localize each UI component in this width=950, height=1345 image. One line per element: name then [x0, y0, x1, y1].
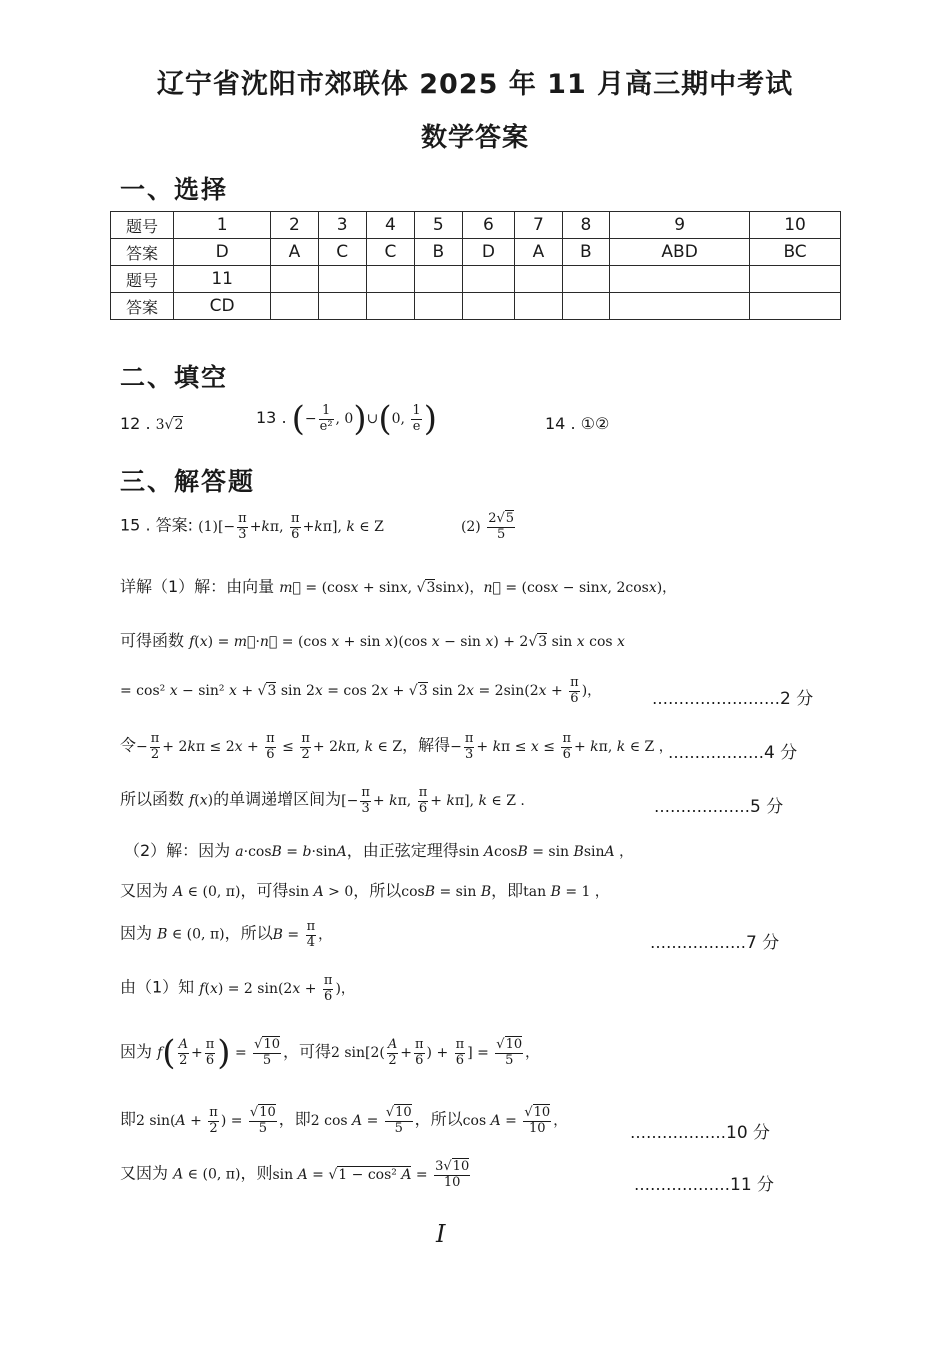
page-number: I	[436, 1220, 446, 1248]
document-title: 辽宁省沈阳市郊联体 2025 年 11 月高三期中考试	[156, 69, 794, 100]
table-cell	[515, 293, 562, 320]
table-cell: ABD	[610, 239, 750, 266]
table-cell	[366, 266, 414, 293]
table-row	[111, 239, 841, 266]
solution-line-cosA: 即2 sin(A + $\frac{\pi}{2}$ ) = $\frac{√10}{5}$ ，即2 cos A = $\frac{√10}{5}$ ，所以cos A = $\frac{√10}{10}$ ，	[120, 1105, 568, 1136]
solution-line-part2: （2）解：因为 a·cosB = b·sinA，由正弦定理得sin AcosB = sin BsinA ，	[124, 841, 634, 860]
table-cell: CD	[174, 293, 271, 320]
answer-13: 13 . (− $\frac{1}{\text{e²}}$ , 0)∪(0, $\frac{1}{e}$ )	[256, 399, 437, 439]
table-cell	[462, 266, 515, 293]
solution-line-sinA: 又因为 A ∈ (0, π)，则sin A = √1 − cos² A = $\frac{3√10}{10}$	[120, 1159, 470, 1190]
table-cell	[415, 293, 462, 320]
table-cell: D	[462, 239, 515, 266]
table-cell: A	[515, 239, 562, 266]
table-cell	[318, 266, 366, 293]
solution-line-recall: 由（1）知 f(x) = 2 sin(2x + $\frac{\pi}{6}$ )，	[120, 973, 355, 1004]
table-cell	[415, 266, 462, 293]
table-cell	[462, 293, 515, 320]
table-cell	[366, 293, 414, 320]
table-cell: 8	[562, 212, 609, 239]
table-cell: C	[366, 239, 414, 266]
score-marker: ………………5 分	[654, 797, 784, 817]
row-label: 答案	[111, 239, 174, 266]
table-cell	[515, 266, 562, 293]
table-cell: D	[174, 239, 271, 266]
table-cell: B	[415, 239, 462, 266]
row-label: 题号	[111, 266, 174, 293]
table-cell: 11	[174, 266, 271, 293]
table-cell	[750, 293, 841, 320]
table-cell	[318, 293, 366, 320]
solution-line-fvalue: 因为 f( $\frac{A}{2}$ + $\frac{\pi}{6}$ ) = $\frac{√10}{5}$ ，可得2 sin[2( $\frac{A}{2}$ + $\frac{\pi}{6}$ ) + $\frac{\pi}{6}$ ] = $\frac{√10}{5}$ ，	[120, 1033, 540, 1073]
solution-line-function: 可得函数 f(x) = m⃗·n⃗ = (cos x + sin x)(cos x − sin x) + 2√3 sin x cos x	[120, 631, 625, 650]
table-cell: A	[271, 239, 318, 266]
document-subtitle: 数学答案	[420, 123, 529, 153]
solution-line-B: 因为 B ∈ (0, π)，所以B = $\frac{\pi}{4}$ ，	[120, 919, 333, 950]
table-row	[111, 212, 841, 239]
solution-line-interval: 令− $\frac{\pi}{2}$ + 2kπ ≤ 2x + $\frac{\pi}{6}$ ≤ $\frac{\pi}{2}$ + 2kπ, k ∈ Z，解得− $\frac{\pi}{3}$ + kπ ≤ x ≤ $\frac{\pi}{6}$ + kπ, k ∈ Z ，	[120, 731, 673, 762]
table-cell: B	[562, 239, 609, 266]
table-cell	[750, 266, 841, 293]
answer-12: 12 . 3√2	[120, 414, 184, 433]
table-cell: 1	[174, 212, 271, 239]
score-marker: ………………4 分	[668, 743, 798, 763]
section-heading-choice: 一、选择	[120, 175, 229, 204]
answer-table	[110, 211, 841, 320]
solution-line-tanB: 又因为 A ∈ (0, π)，可得sin A > 0，所以cosB = sin B，即tan B = 1 ，	[120, 881, 609, 900]
table-cell	[610, 266, 750, 293]
table-cell: 2	[271, 212, 318, 239]
score-marker: ……………………2 分	[652, 689, 814, 709]
table-row	[111, 293, 841, 320]
table-cell: C	[318, 239, 366, 266]
table-row	[111, 266, 841, 293]
table-cell	[562, 266, 609, 293]
table-cell: 7	[515, 212, 562, 239]
table-cell: BC	[750, 239, 841, 266]
solution-line-monotonic: 所以函数 f(x)的单调递增区间为[− $\frac{\pi}{3}$ + kπ, $\frac{\pi}{6}$ + kπ], k ∈ Z .	[120, 785, 525, 816]
table-cell: 10	[750, 212, 841, 239]
row-label: 答案	[111, 293, 174, 320]
table-cell	[271, 293, 318, 320]
solution-line-vectors: 详解（1）解：由向量 m⃗ = (cosx + sinx, √3sinx)，n⃗ = (cosx − sinx, 2cosx)，	[120, 577, 677, 596]
solution-line-simplify: = cos² x − sin² x + √3 sin 2x = cos 2x + √3 sin 2x = 2sin(2x + $\frac{\pi}{6}$ )，	[120, 675, 602, 706]
score-marker: ………………11 分	[634, 1175, 775, 1195]
table-cell: 3	[318, 212, 366, 239]
section-heading-solution: 三、解答题	[120, 467, 256, 496]
row-label: 题号	[111, 212, 174, 239]
table-cell: 9	[610, 212, 750, 239]
table-cell: 6	[462, 212, 515, 239]
answer-14: 14 . ①②	[545, 414, 610, 433]
table-cell: 4	[366, 212, 414, 239]
score-marker: ………………10 分	[630, 1123, 771, 1143]
section-heading-fill: 二、填空	[120, 363, 229, 392]
table-cell	[610, 293, 750, 320]
q15-answer-line: 15 . 答案: (1)[− $\frac{\pi}{3}$ +kπ, $\frac{\pi}{6}$ +kπ], k ∈ Z (2) $\frac{2√5}{5}$	[120, 511, 515, 542]
table-cell	[271, 266, 318, 293]
table-cell	[562, 293, 609, 320]
score-marker: ………………7 分	[650, 933, 780, 953]
table-cell: 5	[415, 212, 462, 239]
